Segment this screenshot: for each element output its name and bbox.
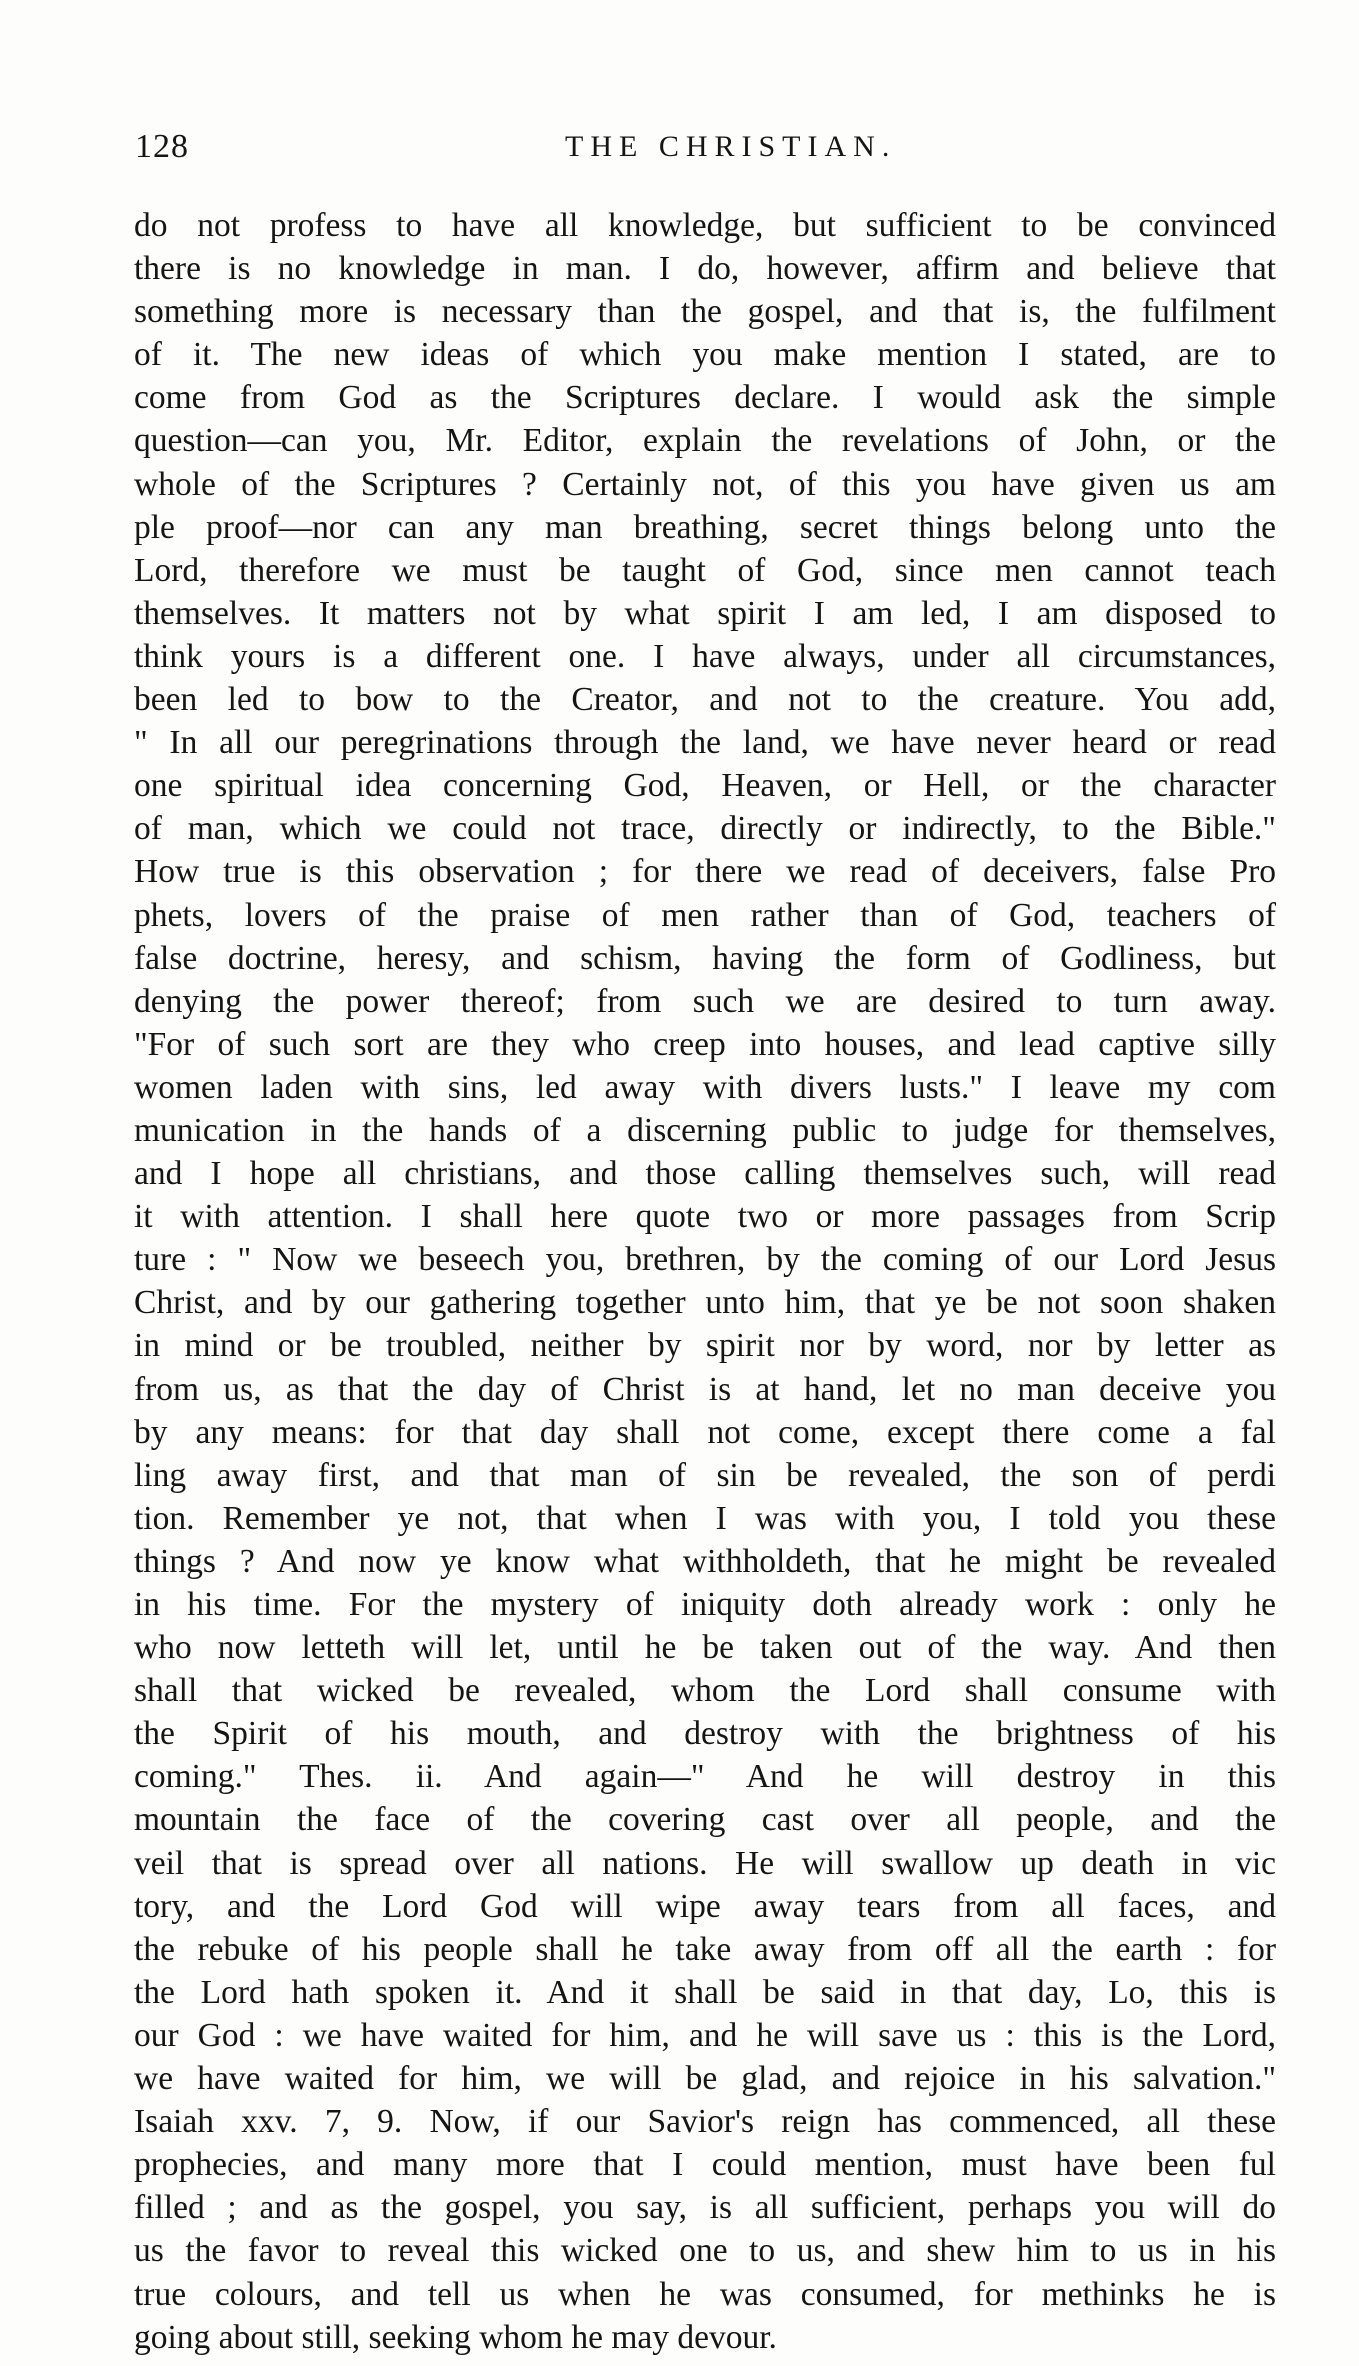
text-line: by any means: for that day shall not come, except there come a fal xyxy=(134,1413,1276,1451)
text-line: ling away first, and that man of sin be revealed, the son of perdi xyxy=(134,1456,1276,1494)
text-line: women laden with sins, led away with divers lusts." I leave my com xyxy=(134,1068,1276,1106)
text-line: of it. The new ideas of which you make mention I stated, are to xyxy=(134,336,1276,374)
text-line: us the favor to reveal this wicked one to us, and shew him to us in his xyxy=(134,2232,1276,2270)
page-number: 128 xyxy=(135,128,189,165)
text-line: who now letteth will let, until he be taken out of the way. And then xyxy=(134,1629,1276,1667)
text-line: come from God as the Scriptures declare. I would ask the simple xyxy=(134,379,1276,417)
text-line: think yours is a different one. I have always, under all circumstances, xyxy=(134,637,1276,675)
text-line: denying the power thereof; from such we are desired to turn away. xyxy=(134,982,1276,1020)
text-line: been led to bow to the Creator, and not to the creature. You add, xyxy=(134,681,1276,719)
text-line: ple proof—nor can any man breathing, secret things belong unto the xyxy=(134,508,1276,546)
text-line: Lord, therefore we must be taught of God, since men cannot teach xyxy=(134,551,1276,589)
text-line: "For of such sort are they who creep into houses, and lead captive silly xyxy=(134,1025,1276,1063)
text-line: phets, lovers of the praise of men rather than of God, teachers of xyxy=(134,896,1276,934)
text-line: filled ; and as the gospel, you say, is all sufficient, perhaps you will do xyxy=(134,2189,1276,2227)
text-line: themselves. It matters not by what spirit I am led, I am disposed to xyxy=(134,594,1276,632)
text-line: and I hope all christians, and those calling themselves such, will read xyxy=(134,1155,1276,1193)
text-line: mountain the face of the covering cast over all people, and the xyxy=(134,1801,1276,1839)
text-line: coming." Thes. ii. And again—" And he will destroy in this xyxy=(134,1758,1276,1796)
text-line: veil that is spread over all nations. He will swallow up death in vic xyxy=(134,1844,1276,1882)
text-line: shall that wicked be revealed, whom the Lord shall consume with xyxy=(134,1672,1276,1710)
text-line: the Spirit of his mouth, and destroy with the brightness of his xyxy=(134,1715,1276,1753)
text-line: our God : we have waited for him, and he will save us : this is the Lord, xyxy=(134,2016,1276,2054)
text-line: tory, and the Lord God will wipe away tears from all faces, and xyxy=(134,1887,1276,1925)
text-line: true colours, and tell us when he was consumed, for methinks he is xyxy=(134,2275,1276,2313)
text-line: in mind or be troubled, neither by spirit nor by word, nor by letter as xyxy=(134,1327,1276,1365)
text-line: Isaiah xxv. 7, 9. Now, if our Savior's reign has commenced, all these xyxy=(134,2103,1276,2141)
text-line: munication in the hands of a discerning public to judge for themselves, xyxy=(134,1111,1276,1149)
text-line: there is no knowledge in man. I do, however, affirm and believe that xyxy=(134,250,1276,288)
text-line: the Lord hath spoken it. And it shall be said in that day, Lo, this is xyxy=(134,1973,1276,2011)
text-line: things ? And now ye know what withholdeth, that he might be revealed xyxy=(134,1542,1276,1580)
text-line: do not profess to have all knowledge, but sufficient to be convinced xyxy=(134,207,1276,244)
text-line: Christ, and by our gathering together unto him, that ye be not soon shaken xyxy=(134,1284,1276,1322)
text-line: of man, which we could not trace, directly or indirectly, to the Bible." xyxy=(134,810,1276,848)
running-title: THE CHRISTIAN. xyxy=(565,130,897,163)
text-line: false doctrine, heresy, and schism, having the form of Godliness, but xyxy=(134,939,1276,977)
text-line: one spiritual idea concerning God, Heaven, or Hell, or the character xyxy=(134,767,1276,805)
text-line: How true is this observation ; for there we read of deceivers, false Pro xyxy=(134,853,1276,891)
text-line: from us, as that the day of Christ is at hand, let no man deceive you xyxy=(134,1370,1276,1408)
text-line: it with attention. I shall here quote two or more passages from Scrip xyxy=(134,1198,1276,1236)
text-line: whole of the Scriptures ? Certainly not, of this you have given us am xyxy=(134,465,1276,503)
text-line: prophecies, and many more that I could mention, must have been ful xyxy=(134,2146,1276,2184)
text-line: in his time. For the mystery of iniquity doth already work : only he xyxy=(134,1586,1276,1623)
text-line: tion. Remember ye not, that when I was with you, I told you these xyxy=(134,1499,1276,1537)
text-line: the rebuke of his people shall he take away from off all the earth : for xyxy=(134,1930,1276,1968)
text-line: going about still, seeking whom he may devour. xyxy=(134,2318,777,2356)
text-line: something more is necessary than the gospel, and that is, the fulfilment xyxy=(134,293,1276,331)
text-line: ture : " Now we beseech you, brethren, by the coming of our Lord Jesus xyxy=(134,1241,1276,1279)
text-line: we have waited for him, we will be glad, and rejoice in his salvation." xyxy=(134,2060,1276,2098)
body-text xyxy=(134,204,1276,2359)
text-line: " In all our peregrinations through the land, we have never heard or read xyxy=(134,724,1276,762)
running-head xyxy=(135,128,1275,178)
text-line: question—can you, Mr. Editor, explain the revelations of John, or the xyxy=(134,422,1276,460)
